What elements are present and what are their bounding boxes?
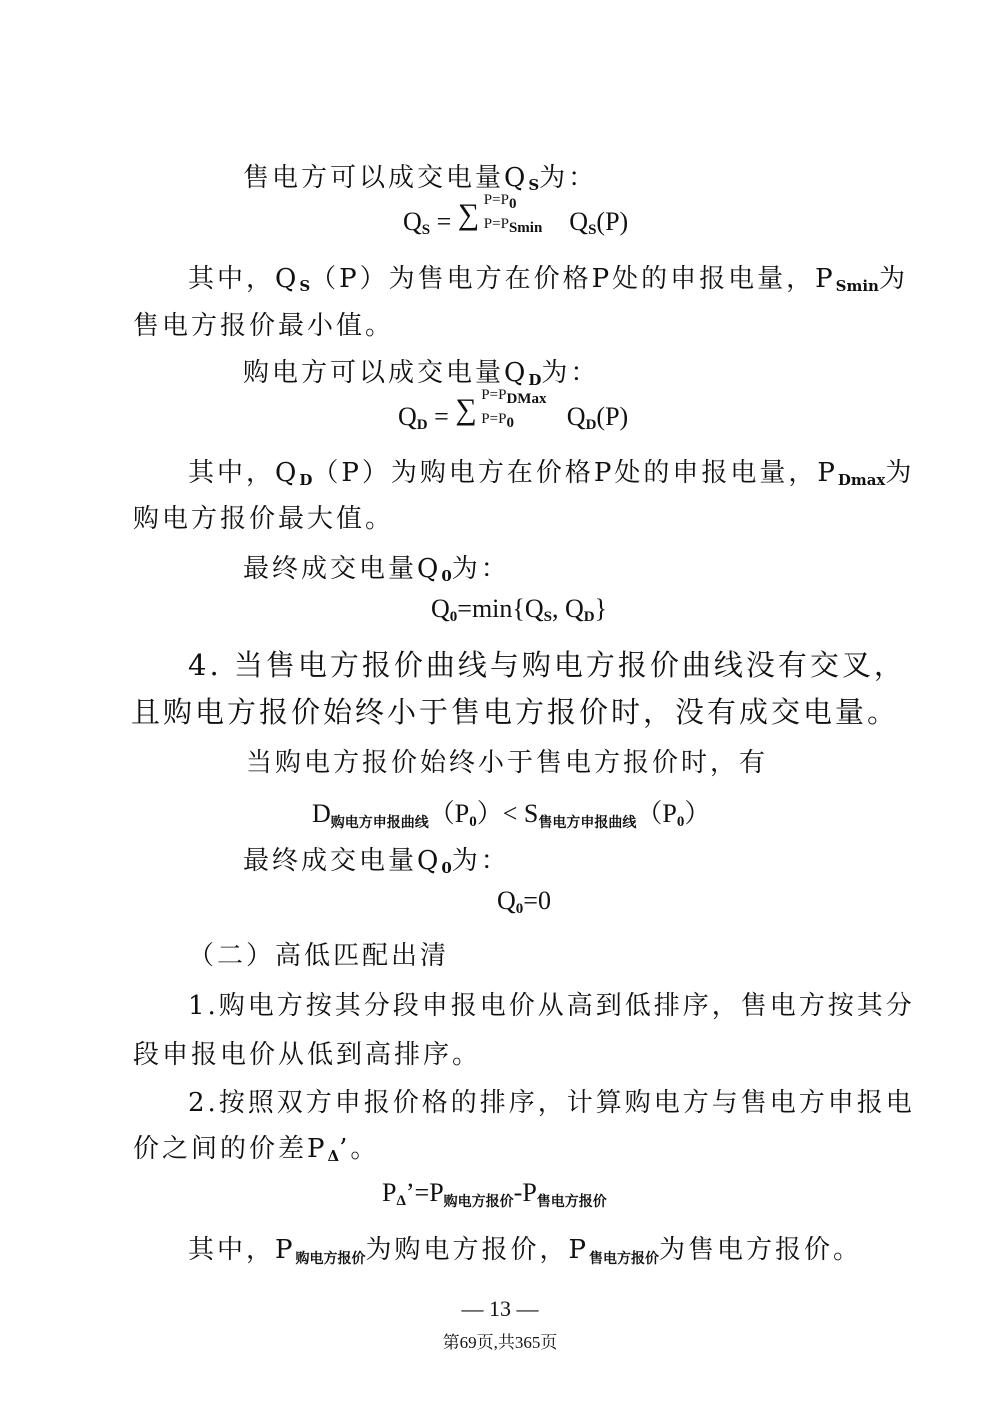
paragraph-step-2: 2.按照双方申报价格的排序，计算购电方与售电方申报电 (188, 1088, 915, 1118)
page-count: 第69页,共365页 (442, 1333, 558, 1352)
paragraph-price-definition: 其中，P购电方报价为购电方报价，P售电方报价为售电方报价。 (188, 1235, 863, 1267)
paragraph-seller-volume-intro: 售电方可以成交电量$Q_S$为： (243, 163, 598, 194)
formula-buyer-volume: $Q_D$ = ∑ $P=P_{DMax}$ $P=P_0$ $Q_D(P)$ (398, 387, 629, 433)
paragraph-seller-volume-definition: 其中，$Q_S(P)$为售电方在价格P处的申报电量，$P_{Smin}$为 (188, 264, 908, 295)
summation-symbol: ∑ $P=P_{DMax}$ $P=P_0$ (455, 387, 547, 431)
summation-upper-limit: $P=P_0$ (483, 192, 517, 212)
summation-lower-limit: $P=P_{Smin}$ (483, 216, 543, 236)
summation-symbol: ∑ $P=P_0$ $P=P_{Smin}$ (457, 192, 543, 236)
section-heading-high-low-matching: （二）高低匹配出清 (188, 941, 450, 971)
summation-lower-limit: $P=P_0$ (481, 411, 514, 431)
summation-upper-limit: $P=P_{DMax}$ (481, 387, 547, 407)
paragraph-buyer-volume-definition-line2: 购电方报价最大值。 (133, 504, 395, 534)
formula-seller-volume: $Q_S$ = ∑ $P=P_0$ $P=P_{Smin}$ $Q_S(P)$ (403, 192, 629, 238)
paragraph-step-2-line2: 价之间的价差$P_\Delta$’。 (133, 1134, 380, 1165)
heading-case-4-line2: 且购电方报价始终小于售电方报价时，没有成交电量。 (131, 695, 900, 729)
formula-curve-inequality: D购电方申报曲线$(P_0)< S$售电方申报曲线$(P_0)$ (312, 799, 711, 831)
paragraph-final-volume-intro: 最终成交电量$Q_0$为： (243, 554, 510, 585)
paragraph-final-volume-zero-intro: 最终成交电量$Q_0$为： (243, 846, 510, 877)
formula-final-volume-min: $Q_0=\min\{Q_S$, $Q_D$} (431, 594, 608, 625)
paragraph-step-1-line2: 段申报电价从低到高排序。 (133, 1040, 482, 1070)
formula-final-volume-zero: $Q_0=0$ (497, 886, 551, 917)
paragraph-buyer-volume-definition: 其中，$Q_D(P)$为购电方在价格P处的申报电量，$P_{Dmax}$为 (188, 458, 915, 489)
paragraph-seller-volume-definition-line2: 售电方报价最小值。 (133, 311, 395, 341)
paragraph-condition-intro: 当购电方报价始终小于售电方报价时，有 (246, 748, 769, 778)
formula-price-difference: $P_\Delta’=P$购电方报价-P售电方报价 (382, 1178, 607, 1210)
page-number: — 13 — (461, 1296, 539, 1321)
paragraph-step-1: 1.购电方按其分段申报电价从高到低排序，售电方按其分 (188, 991, 915, 1021)
paragraph-buyer-volume-intro: 购电方可以成交电量$Q_D$为： (243, 358, 600, 389)
heading-case-4-line1: 4. 当售电方报价曲线与购电方报价曲线没有交叉， (188, 648, 906, 682)
